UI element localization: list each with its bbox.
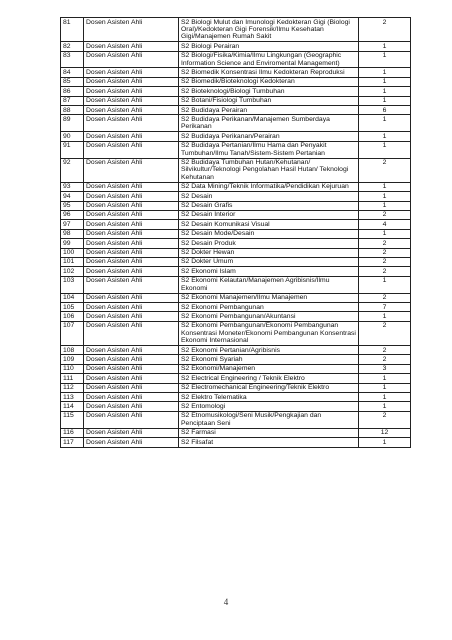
study-program-cell: S2 Desain Mode/Desain [179,229,359,238]
row-number-cell: 85 [61,77,84,86]
quota-cell: 12 [359,428,411,437]
quota-cell: 2 [359,239,411,248]
quota-cell: 2 [359,293,411,302]
quota-cell: 2 [359,355,411,364]
position-cell: Dosen Asisten Ahli [84,229,179,238]
quota-cell: 2 [359,321,411,345]
quota-cell: 1 [359,42,411,51]
quota-cell: 1 [359,68,411,77]
position-cell: Dosen Asisten Ahli [84,201,179,210]
table-row [61,364,411,373]
row-number-cell: 112 [61,383,84,392]
row-number-cell: 117 [61,438,84,447]
row-number-cell: 82 [61,42,84,51]
row-number-cell: 98 [61,229,84,238]
table-row [61,346,411,355]
study-program-cell: S2 Budidaya Perikanan/Manajemen Sumberdaya Perikanan [179,115,359,132]
row-number-cell: 100 [61,248,84,257]
table-row [61,18,411,42]
quota-cell: 1 [359,182,411,191]
table-row [61,220,411,229]
study-program-cell: S2 Elektro Telematika [179,393,359,402]
study-program-cell: S2 Biologi Mulut dan Imunologi Kedokteran Gigi (Biologi Oral)/Kedokteran Gigi Forensik/Ilmu Kesehatan Gigi/Manajemen Rumah Sakit [179,18,359,42]
table-row [61,77,411,86]
position-cell: Dosen Asisten Ahli [84,393,179,402]
row-number-cell: 106 [61,312,84,321]
position-cell: Dosen Asisten Ahli [84,87,179,96]
quota-cell: 1 [359,383,411,392]
quota-cell: 1 [359,132,411,141]
study-program-cell: S2 Desain Interior [179,210,359,219]
position-cell: Dosen Asisten Ahli [84,210,179,219]
row-number-cell: 89 [61,115,84,132]
row-number-cell: 94 [61,192,84,201]
quota-cell: 2 [359,248,411,257]
table-row [61,210,411,219]
quota-cell: 3 [359,364,411,373]
table-row [61,42,411,51]
table-row [61,374,411,383]
quota-cell: 1 [359,77,411,86]
row-number-cell: 113 [61,393,84,402]
quota-cell: 1 [359,51,411,68]
row-number-cell: 96 [61,210,84,219]
study-program-cell: S2 Budidaya Perairan [179,106,359,115]
study-program-cell: S2 Biologi Perairan [179,42,359,51]
page-number: 4 [223,597,229,607]
position-cell: Dosen Asisten Ahli [84,192,179,201]
position-cell: Dosen Asisten Ahli [84,402,179,411]
study-program-cell: S2 Desain Produk [179,239,359,248]
position-cell: Dosen Asisten Ahli [84,321,179,345]
study-program-cell: S2 Ekonomi Manajemen/Ilmu Manajemen [179,293,359,302]
position-cell: Dosen Asisten Ahli [84,355,179,364]
position-cell: Dosen Asisten Ahli [84,312,179,321]
row-number-cell: 81 [61,18,84,42]
position-cell: Dosen Asisten Ahli [84,267,179,276]
quota-cell: 2 [359,210,411,219]
position-cell: Dosen Asisten Ahli [84,68,179,77]
position-cell: Dosen Asisten Ahli [84,248,179,257]
table-row [61,248,411,257]
table-row [61,393,411,402]
study-program-cell: S2 Filsafat [179,438,359,447]
table-row [61,402,411,411]
row-number-cell: 102 [61,267,84,276]
quota-cell: 2 [359,346,411,355]
study-program-cell: S2 Etnomusikologi/Seni Musik/Pengkajian dan Penciptaan Seni [179,411,359,428]
study-program-cell: S2 Desain Komunikasi Visual [179,220,359,229]
study-program-cell: S2 Ekonomi Pembangunan [179,303,359,312]
row-number-cell: 108 [61,346,84,355]
row-number-cell: 105 [61,303,84,312]
table-row [61,303,411,312]
position-cell: Dosen Asisten Ahli [84,428,179,437]
row-number-cell: 110 [61,364,84,373]
study-program-cell: S2 Biomedik/Bioteknologi Kedokteran [179,77,359,86]
position-cell: Dosen Asisten Ahli [84,141,179,158]
study-program-cell: S2 Ekonomi/Manajemen [179,364,359,373]
quota-cell: 1 [359,276,411,293]
position-cell: Dosen Asisten Ahli [84,364,179,373]
quota-cell: 1 [359,402,411,411]
table-body [61,18,411,448]
study-program-cell: S2 Biologi/Fisika/Kimia/Ilmu Lingkungan (Geographic Information Science and Enviromental Management) [179,51,359,68]
table-row [61,141,411,158]
quota-cell: 1 [359,87,411,96]
quota-cell: 2 [359,18,411,42]
study-program-cell: S2 Data Mining/Teknik Informatika/Pendidikan Kejuruan [179,182,359,191]
quota-cell: 7 [359,303,411,312]
table-row [61,201,411,210]
row-number-cell: 111 [61,374,84,383]
study-program-cell: S2 Budidaya Perikanan/Perairan [179,132,359,141]
row-number-cell: 83 [61,51,84,68]
row-number-cell: 97 [61,220,84,229]
position-cell: Dosen Asisten Ahli [84,257,179,266]
row-number-cell: 88 [61,106,84,115]
quota-cell: 1 [359,141,411,158]
table-row [61,87,411,96]
table-row [61,68,411,77]
table-row [61,276,411,293]
study-program-cell: S2 Budidaya Pertanian/Ilmu Hama dan Penyakit Tumbuhan/Ilmu Tanah/Sistem-Sistem Pertanian [179,141,359,158]
quota-cell: 1 [359,96,411,105]
position-cell: Dosen Asisten Ahli [84,411,179,428]
table-row [61,106,411,115]
study-program-cell: S2 Budidaya Tumbuhan Hutan/Kehutanan/ Silvikultur/Teknologi Pengolahan Hasil Hutan/ Teknologi Kehutanan [179,158,359,182]
position-cell: Dosen Asisten Ahli [84,96,179,105]
position-cell: Dosen Asisten Ahli [84,438,179,447]
formasi-table [60,17,411,448]
position-cell: Dosen Asisten Ahli [84,374,179,383]
table-row [61,428,411,437]
study-program-cell: S2 Ekonomi Pertanian/Agribisnis [179,346,359,355]
table-row [61,411,411,428]
study-program-cell: S2 Ekonomi Kelautan/Manajemen Agribisnis/Ilmu Ekonomi [179,276,359,293]
table-row [61,158,411,182]
row-number-cell: 109 [61,355,84,364]
study-program-cell: S2 Entomologi [179,402,359,411]
study-program-cell: S2 Desain Grafis [179,201,359,210]
quota-cell: 1 [359,201,411,210]
row-number-cell: 103 [61,276,84,293]
quota-cell: 1 [359,393,411,402]
quota-cell: 1 [359,438,411,447]
table-row [61,182,411,191]
study-program-cell: S2 Ekonomi Pembangunan/Ekonomi Pembangunan Konsentrasi Moneter/Ekonomi Pembangunan Konsentrasi Ekonomi Internasional [179,321,359,345]
position-cell: Dosen Asisten Ahli [84,220,179,229]
position-cell: Dosen Asisten Ahli [84,115,179,132]
row-number-cell: 107 [61,321,84,345]
position-cell: Dosen Asisten Ahli [84,51,179,68]
table-row [61,267,411,276]
row-number-cell: 87 [61,96,84,105]
quota-cell: 4 [359,220,411,229]
table-row [61,239,411,248]
position-cell: Dosen Asisten Ahli [84,383,179,392]
position-cell: Dosen Asisten Ahli [84,106,179,115]
quota-cell: 2 [359,257,411,266]
row-number-cell: 104 [61,293,84,302]
position-cell: Dosen Asisten Ahli [84,346,179,355]
study-program-cell: S2 Botani/Fisiologi Tumbuhan [179,96,359,105]
table-row [61,51,411,68]
table-row [61,115,411,132]
study-program-cell: S2 Desain [179,192,359,201]
table-row [61,438,411,447]
position-cell: Dosen Asisten Ahli [84,132,179,141]
study-program-cell: S2 Farmasi [179,428,359,437]
quota-cell: 1 [359,115,411,132]
table-row [61,229,411,238]
position-cell: Dosen Asisten Ahli [84,276,179,293]
position-cell: Dosen Asisten Ahli [84,158,179,182]
quota-cell: 2 [359,411,411,428]
quota-cell: 1 [359,229,411,238]
table-row [61,321,411,345]
position-cell: Dosen Asisten Ahli [84,239,179,248]
study-program-cell: S2 Ekonomi Islam [179,267,359,276]
position-cell: Dosen Asisten Ahli [84,293,179,302]
position-cell: Dosen Asisten Ahli [84,303,179,312]
position-cell: Dosen Asisten Ahli [84,182,179,191]
study-program-cell: S2 Bioteknologi/Biologi Tumbuhan [179,87,359,96]
study-program-cell: S2 Ekonomi Syariah [179,355,359,364]
row-number-cell: 116 [61,428,84,437]
position-cell: Dosen Asisten Ahli [84,18,179,42]
table-row [61,383,411,392]
position-cell: Dosen Asisten Ahli [84,42,179,51]
study-program-cell: S2 Dokter Hewan [179,248,359,257]
row-number-cell: 114 [61,402,84,411]
row-number-cell: 95 [61,201,84,210]
row-number-cell: 84 [61,68,84,77]
table-row [61,192,411,201]
study-program-cell: S2 Biomedik Konsentrasi Ilmu Kedokteran Reproduksi [179,68,359,77]
table-row [61,355,411,364]
row-number-cell: 86 [61,87,84,96]
table-row [61,312,411,321]
study-program-cell: S2 Ekonomi Pembangunan/Akuntansi [179,312,359,321]
study-program-cell: S2 Electromechanical Engineering/Teknik Elektro [179,383,359,392]
row-number-cell: 93 [61,182,84,191]
quota-cell: 1 [359,312,411,321]
position-cell: Dosen Asisten Ahli [84,77,179,86]
quota-cell: 1 [359,192,411,201]
table-row [61,132,411,141]
row-number-cell: 99 [61,239,84,248]
quota-cell: 6 [359,106,411,115]
quota-cell: 1 [359,374,411,383]
row-number-cell: 92 [61,158,84,182]
table-row [61,293,411,302]
row-number-cell: 90 [61,132,84,141]
study-program-cell: S2 Electrical Engineering / Teknik Elektro [179,374,359,383]
row-number-cell: 91 [61,141,84,158]
quota-cell: 2 [359,267,411,276]
table-row [61,96,411,105]
study-program-cell: S2 Dokter Umum [179,257,359,266]
row-number-cell: 101 [61,257,84,266]
quota-cell: 2 [359,158,411,182]
row-number-cell: 115 [61,411,84,428]
table-row [61,257,411,266]
